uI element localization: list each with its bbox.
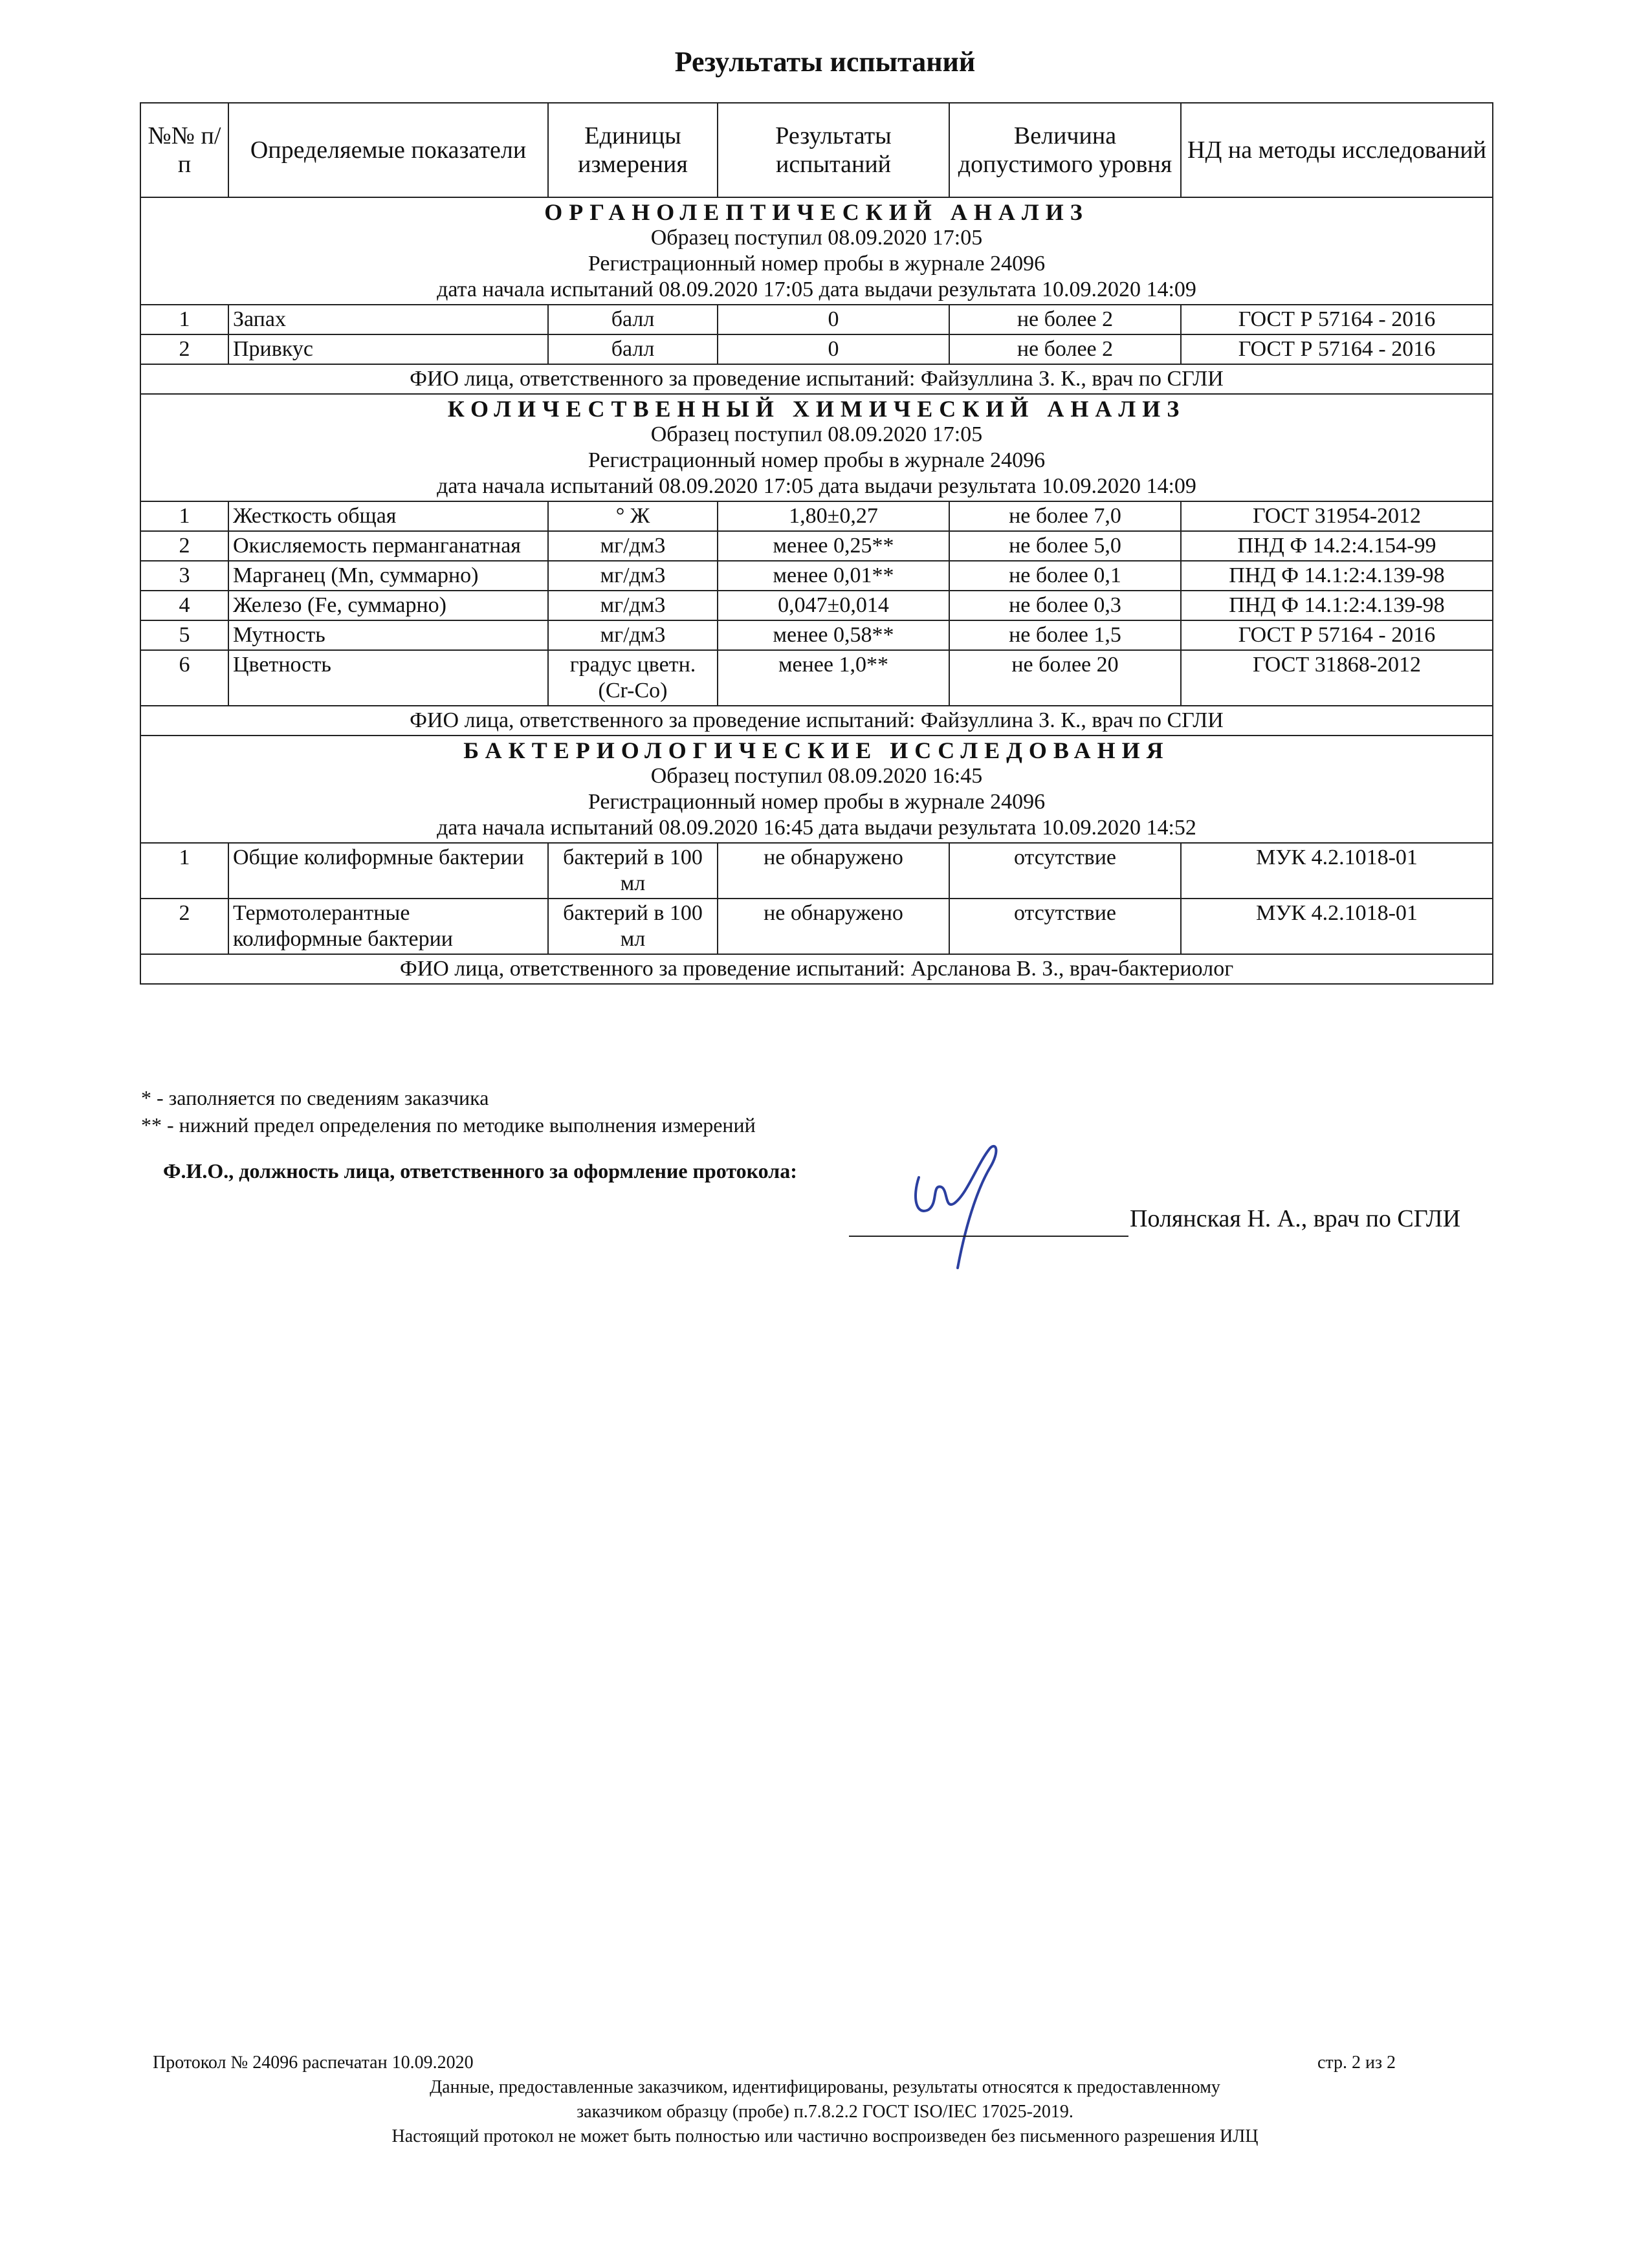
row-limit: не более 7,0: [949, 501, 1181, 531]
table-row: [140, 501, 1493, 531]
row-result: менее 1,0**: [718, 650, 949, 706]
row-unit: мг/дм3: [548, 531, 718, 561]
signature-line: [849, 1236, 1128, 1237]
header-unit: Единицы измерения: [548, 103, 718, 197]
row-limit: не более 0,1: [949, 561, 1181, 591]
header-num: №№ п/п: [140, 103, 228, 197]
page-number: стр. 2 из 2: [1317, 2053, 1396, 2073]
header-limit: Величина допустимого уровня: [949, 103, 1181, 197]
responsible-row: [140, 954, 1493, 984]
row-unit: мг/дм3: [548, 561, 718, 591]
row-indicator: Железо (Fe, суммарно): [228, 591, 548, 620]
row-indicator: Общие колиформные бактерии: [228, 843, 548, 899]
row-indicator: Марганец (Mn, суммарно): [228, 561, 548, 591]
row-method: ГОСТ 31954-2012: [1181, 501, 1493, 531]
footnotes: [141, 1084, 756, 1139]
row-indicator: Окисляемость перманганатная: [228, 531, 548, 561]
row-num: 3: [140, 561, 228, 591]
test-dates: дата начала испытаний 08.09.2020 17:05 дата выдачи результата 10.09.2020 14:09: [437, 278, 1196, 301]
row-method: ГОСТ Р 57164 - 2016: [1181, 334, 1493, 364]
row-limit: не более 2: [949, 305, 1181, 334]
row-method: ГОСТ Р 57164 - 2016: [1181, 620, 1493, 650]
test-dates: дата начала испытаний 08.09.2020 17:05 дата выдачи результата 10.09.2020 14:09: [437, 474, 1196, 498]
responsible-person: ФИО лица, ответственного за проведение испытаний: Арсланова В. З., врач-бактериолог: [140, 954, 1493, 984]
row-unit: бактерий в 100 мл: [548, 899, 718, 954]
row-method: ПНД Ф 14.1:2:4.139-98: [1181, 591, 1493, 620]
row-unit: балл: [548, 334, 718, 364]
section-title: ОРГАНОЛЕПТИЧЕСКИЙ АНАЛИЗ: [544, 199, 1089, 225]
row-method: ПНД Ф 14.2:4.154-99: [1181, 531, 1493, 561]
row-num: 1: [140, 501, 228, 531]
row-limit: не более 1,5: [949, 620, 1181, 650]
row-indicator: Мутность: [228, 620, 548, 650]
table-row: [140, 650, 1493, 706]
table-row: [140, 334, 1493, 364]
handwritten-signature: [893, 1139, 1022, 1274]
row-unit: мг/дм3: [548, 591, 718, 620]
row-result: 0,047±0,014: [718, 591, 949, 620]
row-unit: бактерий в 100 мл: [548, 843, 718, 899]
row-indicator: Термотолерантные колиформные бактерии: [228, 899, 548, 954]
row-method: ГОСТ Р 57164 - 2016: [1181, 305, 1493, 334]
table-row: [140, 561, 1493, 591]
row-result: 0: [718, 334, 949, 364]
row-limit: не более 2: [949, 334, 1181, 364]
row-result: не обнаружено: [718, 899, 949, 954]
header-method: НД на методы исследований: [1181, 103, 1493, 197]
header-indicator: Определяемые показатели: [228, 103, 548, 197]
section-title: БАКТЕРИОЛОГИЧЕСКИЕ ИССЛЕДОВАНИЯ: [463, 737, 1170, 763]
row-limit: отсутствие: [949, 899, 1181, 954]
row-num: 1: [140, 843, 228, 899]
test-dates: дата начала испытаний 08.09.2020 16:45 дата выдачи результата 10.09.2020 14:52: [437, 816, 1196, 840]
row-method: МУК 4.2.1018-01: [1181, 843, 1493, 899]
footnote: * - заполняется по сведениям заказчика: [141, 1086, 489, 1109]
row-result: менее 0,58**: [718, 620, 949, 650]
footer-disclaimer: [0, 2075, 1650, 2149]
row-result: 0: [718, 305, 949, 334]
row-result: менее 0,01**: [718, 561, 949, 591]
sample-received: Образец поступил 08.09.2020 17:05: [650, 226, 983, 250]
row-indicator: Привкус: [228, 334, 548, 364]
section-header: [140, 736, 1493, 843]
sample-received: Образец поступил 08.09.2020 17:05: [650, 422, 983, 446]
registration-number: Регистрационный номер пробы в журнале 24096: [588, 790, 1046, 814]
responsible-person: ФИО лица, ответственного за проведение испытаний: Файзуллина З. К., врач по СГЛИ: [140, 706, 1493, 736]
protocol-responsible-label: Ф.И.О., должность лица, ответственного за оформление протокола:: [163, 1159, 797, 1183]
row-num: 6: [140, 650, 228, 706]
protocol-number: Протокол № 24096 распечатан 10.09.2020: [153, 2053, 474, 2073]
footer-line: Данные, предоставленные заказчиком, идентифицированы, результаты относятся к предоставленному: [430, 2077, 1220, 2097]
table-row: [140, 305, 1493, 334]
row-limit: не более 0,3: [949, 591, 1181, 620]
row-unit: ° Ж: [548, 501, 718, 531]
responsible-row: [140, 364, 1493, 394]
row-method: ГОСТ 31868-2012: [1181, 650, 1493, 706]
row-num: 2: [140, 899, 228, 954]
table-row: [140, 531, 1493, 561]
header-result: Результаты испытаний: [718, 103, 949, 197]
table-row: [140, 620, 1493, 650]
registration-number: Регистрационный номер пробы в журнале 24096: [588, 252, 1046, 276]
row-unit: градус цветн.(Cr-Co): [548, 650, 718, 706]
table-row: [140, 591, 1493, 620]
table-header-row: [140, 103, 1493, 197]
footer-line: заказчиком образцу (пробе) п.7.8.2.2 ГОСТ ISO/IEC 17025-2019.: [577, 2102, 1073, 2122]
row-result: менее 0,25**: [718, 531, 949, 561]
row-indicator: Жесткость общая: [228, 501, 548, 531]
row-indicator: Запах: [228, 305, 548, 334]
row-num: 2: [140, 531, 228, 561]
row-limit: не более 5,0: [949, 531, 1181, 561]
row-unit: балл: [548, 305, 718, 334]
document-title: Результаты испытаний: [674, 46, 976, 78]
footnote: ** - нижний предел определения по методике выполнения измерений: [141, 1113, 756, 1137]
row-num: 4: [140, 591, 228, 620]
protocol-responsible-name: Полянская Н. А., врач по СГЛИ: [1130, 1205, 1461, 1232]
row-limit: не более 20: [949, 650, 1181, 706]
sample-received: Образец поступил 08.09.2020 16:45: [650, 764, 983, 788]
row-limit: отсутствие: [949, 843, 1181, 899]
row-result: не обнаружено: [718, 843, 949, 899]
responsible-person: ФИО лица, ответственного за проведение испытаний: Файзуллина З. К., врач по СГЛИ: [140, 364, 1493, 394]
section-header: [140, 197, 1493, 305]
row-unit: мг/дм3: [548, 620, 718, 650]
table-row: [140, 843, 1493, 899]
results-table: [140, 102, 1493, 985]
row-method: МУК 4.2.1018-01: [1181, 899, 1493, 954]
row-method: ПНД Ф 14.1:2:4.139-98: [1181, 561, 1493, 591]
row-indicator: Цветность: [228, 650, 548, 706]
row-result: 1,80±0,27: [718, 501, 949, 531]
row-num: 5: [140, 620, 228, 650]
footer-line: Настоящий протокол не может быть полностью или частично воспроизведен без письменного разрешения ИЛЦ: [391, 2126, 1259, 2146]
row-num: 1: [140, 305, 228, 334]
row-num: 2: [140, 334, 228, 364]
section-title: КОЛИЧЕСТВЕННЫЙ ХИМИЧЕСКИЙ АНАЛИЗ: [447, 396, 1186, 422]
section-header: [140, 394, 1493, 501]
responsible-row: [140, 706, 1493, 736]
registration-number: Регистрационный номер пробы в журнале 24096: [588, 448, 1046, 472]
table-row: [140, 899, 1493, 954]
